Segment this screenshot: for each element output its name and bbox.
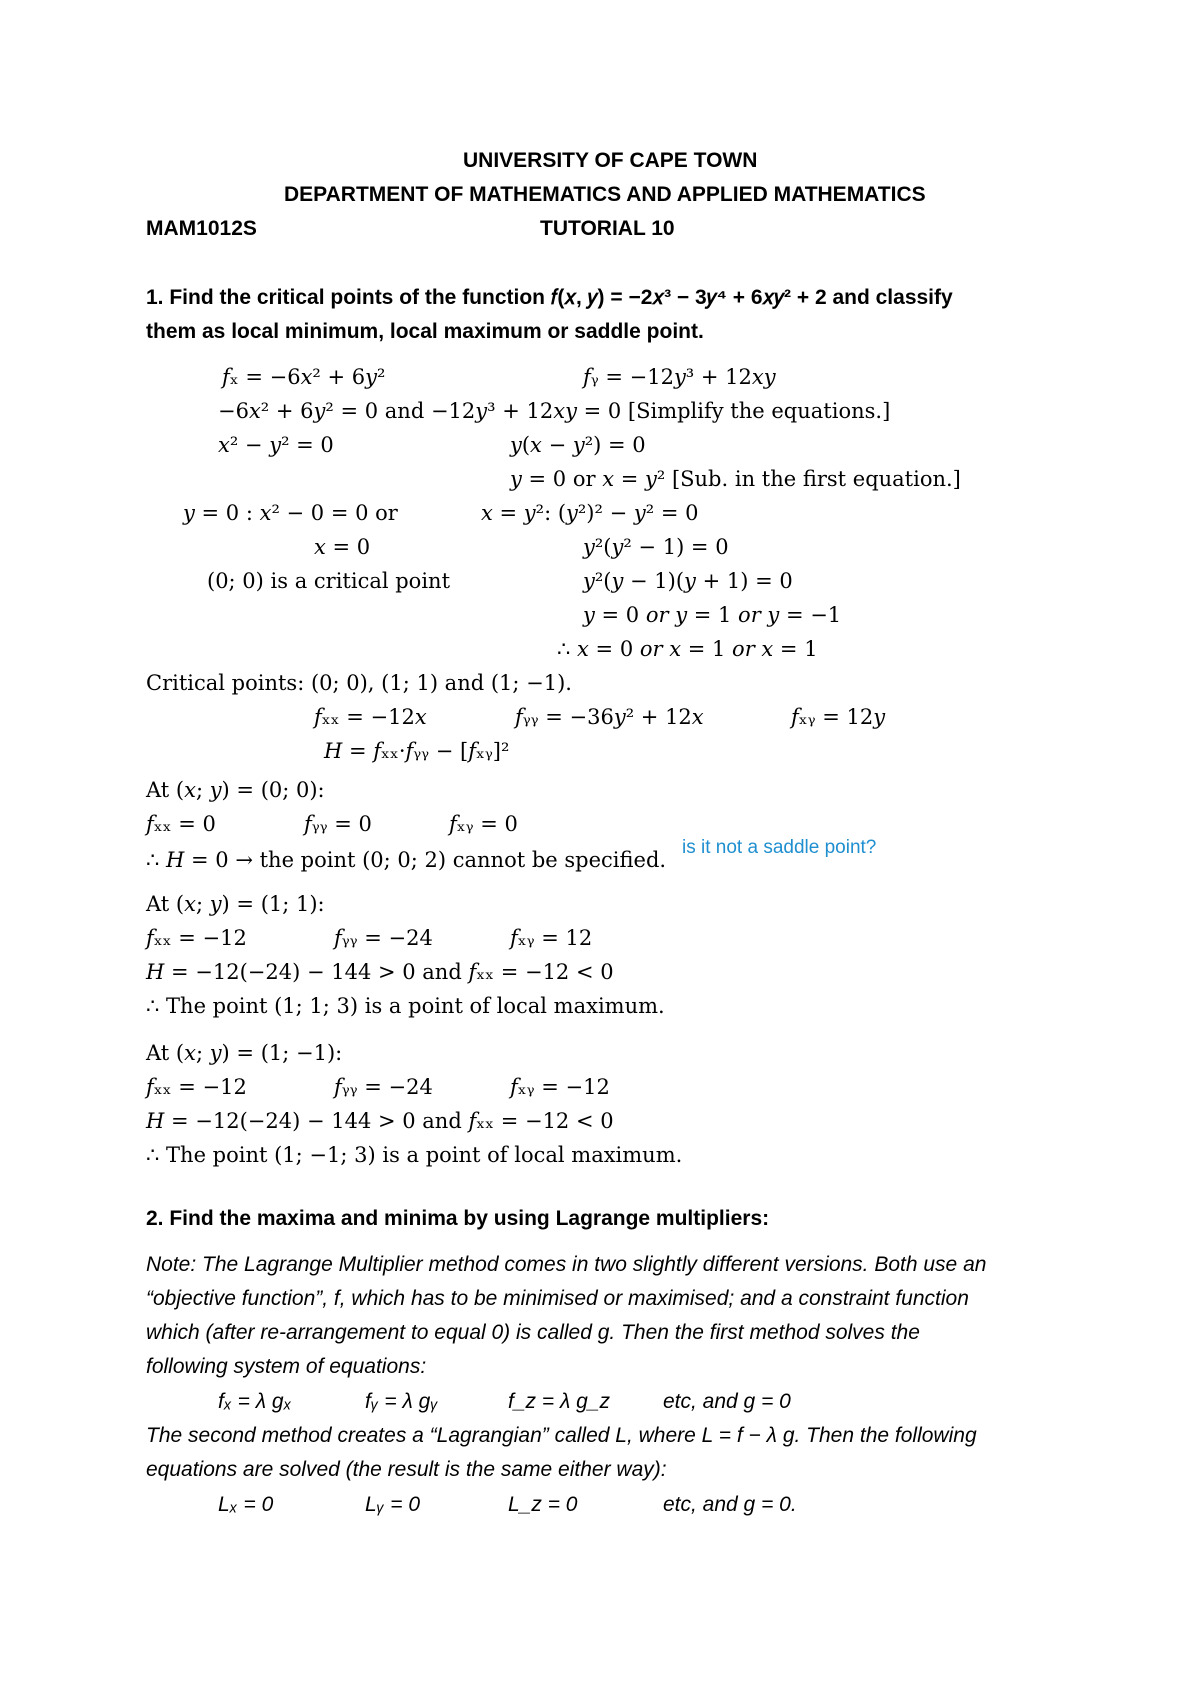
case00-conclusion: ∴ 𝐻 = 0 → the point (0; 0; 2) cannot be specified. — [146, 848, 667, 872]
hessian-formula: 𝐻 = 𝑓ₓₓ·𝑓ᵧᵧ − [𝑓ₓᵧ]² — [324, 739, 510, 763]
case00-fxy: 𝑓ₓᵧ = 0 — [449, 812, 518, 836]
critical-points-summary: Critical points: (0; 0), (1; 1) and (1; −1). — [146, 671, 572, 695]
case1m1-conclusion: ∴ The point (1; −1; 3) is a point of local maximum. — [146, 1143, 683, 1167]
system1-fx: fₓ = λ gₓ — [218, 1390, 292, 1413]
case1m1-heading: At (𝑥; 𝑦) = (1; −1): — [146, 1041, 343, 1065]
partial-fy: 𝑓ᵧ = −12𝑦³ + 12𝑥𝑦 — [583, 365, 776, 389]
y-values: 𝑦 = 0 𝑜𝑟 𝑦 = 1 𝑜𝑟 𝑦 = −1 — [583, 603, 842, 627]
case11-conclusion: ∴ The point (1; 1; 3) is a point of local maximum. — [146, 994, 665, 1018]
simplified-eq2: 𝑦(𝑥 − 𝑦²) = 0 — [510, 433, 646, 457]
q2-note-line6: equations are solved (the result is the same either way): — [146, 1458, 667, 1481]
case1m1-fxx: 𝑓ₓₓ = −12 — [146, 1075, 247, 1099]
case1m1-fyy: 𝑓ᵧᵧ = −24 — [334, 1075, 433, 1099]
q2-note-line2: “objective function”, f, which has to be minimised or maximised; and a constraint function — [146, 1287, 969, 1310]
case00-fxx: 𝑓ₓₓ = 0 — [146, 812, 216, 836]
case1m1-fxy: 𝑓ₓᵧ = −12 — [510, 1075, 610, 1099]
substitution-note: 𝑦 = 0 or 𝑥 = 𝑦² [Sub. in the first equation.] — [510, 467, 961, 491]
case-x-eq-y2: 𝑥 = 𝑦²: (𝑦²)² − 𝑦² = 0 — [481, 501, 699, 525]
system1-fy: fᵧ = λ gᵧ — [365, 1390, 439, 1413]
system1-etc: etc, and g = 0 — [663, 1390, 791, 1413]
x-zero: 𝑥 = 0 — [314, 535, 371, 559]
case00-fyy: 𝑓ᵧᵧ = 0 — [304, 812, 372, 836]
case11-fyy: 𝑓ᵧᵧ = −24 — [334, 926, 433, 950]
q2-note-line4: following system of equations: — [146, 1355, 427, 1378]
q1-statement-line1: 1. Find the critical points of the function 𝑓(𝑥, 𝑦) = −2𝑥³ − 3𝑦⁴ + 6𝑥𝑦² + 2 and classify — [146, 286, 953, 309]
q2-note-line5: The second method creates a “Lagrangian” called L, where L = f − λ g. Then the following — [146, 1424, 977, 1447]
system2-ly: Lᵧ = 0 — [365, 1493, 421, 1516]
y2-factor-full: 𝑦²(𝑦 − 1)(𝑦 + 1) = 0 — [583, 569, 793, 593]
q2-note-line1: Note: The Lagrange Multiplier method comes in two slightly different versions. Both use an — [146, 1253, 987, 1276]
second-partial-fxy: 𝑓ₓᵧ = 12𝑦 — [791, 705, 886, 729]
case11-fxy: 𝑓ₓᵧ = 12 — [510, 926, 593, 950]
case-y-zero: 𝑦 = 0 : 𝑥² − 0 = 0 or — [183, 501, 398, 525]
system2-lz: L_z = 0 — [508, 1493, 578, 1516]
partial-fx: 𝑓ₓ = −6𝑥² + 6𝑦² — [222, 365, 386, 389]
x-values: ∴ 𝑥 = 0 𝑜𝑟 𝑥 = 1 𝑜𝑟 𝑥 = 1 — [557, 637, 818, 661]
review-comment: is it not a saddle point? — [682, 837, 877, 858]
case11-fxx: 𝑓ₓₓ = −12 — [146, 926, 247, 950]
case1m1-hessian: 𝐻 = −12(−24) − 144 > 0 and 𝑓ₓₓ = −12 < 0 — [146, 1109, 614, 1133]
case11-hessian: 𝐻 = −12(−24) − 144 > 0 and 𝑓ₓₓ = −12 < 0 — [146, 960, 614, 984]
system1-fz: f_z = λ g_z — [508, 1390, 610, 1413]
origin-critical: (0; 0) is a critical point — [207, 569, 451, 593]
department-title: DEPARTMENT OF MATHEMATICS AND APPLIED MATHEMATICS — [284, 183, 926, 206]
q2-title: 2. Find the maxima and minima by using Lagrange multipliers: — [146, 1207, 770, 1230]
simplified-eq1: 𝑥² − 𝑦² = 0 — [218, 433, 334, 457]
q1-statement-line2: them as local minimum, local maximum or saddle point. — [146, 320, 704, 343]
second-partial-fxx: 𝑓ₓₓ = −12𝑥 — [314, 705, 427, 729]
q2-note-line3: which (after re-arrangement to equal 0) is called g. Then the first method solves the — [146, 1321, 920, 1344]
equation-system: −6𝑥² + 6𝑦² = 0 and −12𝑦³ + 12𝑥𝑦 = 0 [Simplify the equations.] — [218, 399, 891, 423]
y2-factor: 𝑦²(𝑦² − 1) = 0 — [583, 535, 729, 559]
system2-lx: Lₓ = 0 — [218, 1493, 274, 1516]
second-partial-fyy: 𝑓ᵧᵧ = −36𝑦² + 12𝑥 — [515, 705, 704, 729]
course-code: MAM1012S — [146, 217, 257, 240]
system2-etc: etc, and g = 0. — [663, 1493, 797, 1516]
case00-heading: At (𝑥; 𝑦) = (0; 0): — [146, 778, 325, 802]
case11-heading: At (𝑥; 𝑦) = (1; 1): — [146, 892, 325, 916]
university-title: UNIVERSITY OF CAPE TOWN — [463, 149, 758, 172]
tutorial-number: TUTORIAL 10 — [540, 217, 675, 240]
